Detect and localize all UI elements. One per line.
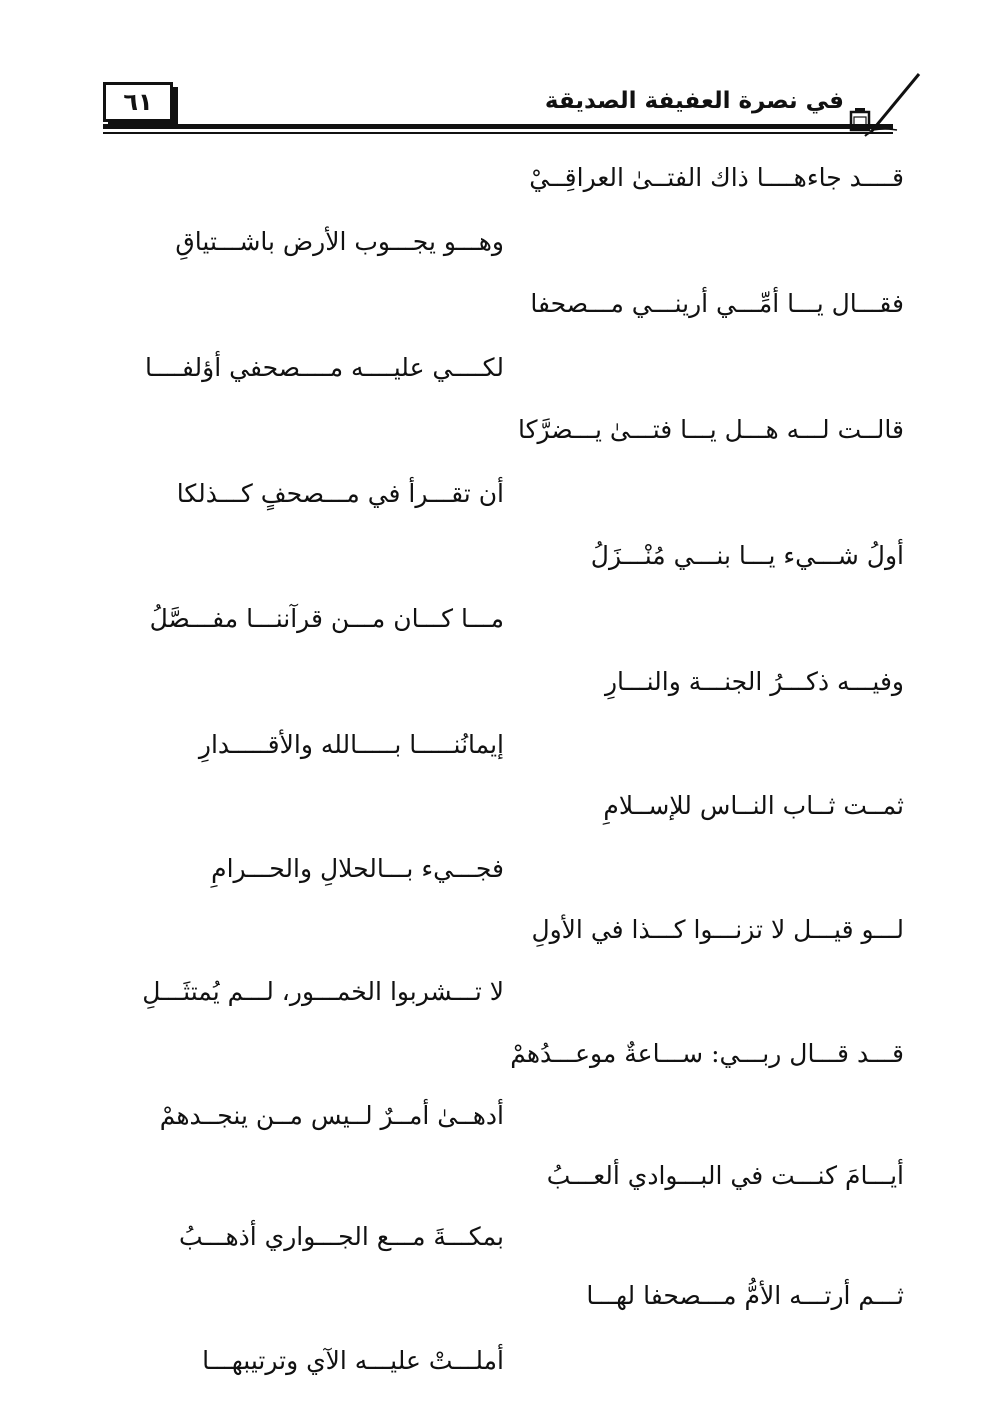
verse-6-second-half: فجـــيء بـــالحلالِ والحـــرامِ (211, 854, 504, 883)
verse-1-second-half: وهـــو يجـــوب الأرض باشـــتياقِ (175, 227, 504, 256)
verse-3-second-half: أن تقـــرأ في مـــصحفٍ كـــذلكا (176, 479, 504, 508)
verse-4-first-half: أولُ شـــيء يـــا بنـــي مُنْـــزَلُ (590, 541, 904, 570)
verse-10-first-half: ثـــم أرتـــه الأمُّ مـــصحفا لهـــا (586, 1281, 904, 1310)
verse-10-second-half: أملـــتْ عليـــه الآي وترتيبهـــا (202, 1346, 504, 1375)
verse-8-second-half: أدهــىٰ أمــرٌ لــيس مــن ينجــدهمْ (159, 1101, 504, 1130)
verse-5-first-half: وفيـــه ذكـــرُ الجنـــة والنـــارِ (604, 667, 904, 696)
verse-9-second-half: بمكـــةَ مـــع الجـــواري أذهـــبُ (178, 1222, 504, 1251)
book-title: في نصرة العفيفة الصديقة (544, 88, 844, 114)
verse-4-second-half: مـــا كـــان مـــن قرآننـــا مفـــصَّلُ (149, 604, 504, 633)
verse-2-first-half: فقـــال يـــا أمِّـــي أرينـــي مـــصحفا (530, 289, 904, 318)
verse-2-second-half: لكــــي عليــــه مــــصحفي أؤلفــــا (144, 353, 504, 382)
verse-1-first-half: قــــد جاءهــــا ذاك الفتــىٰ العراقِــيْ (529, 163, 904, 192)
verse-8-first-half: قـــد قـــال ربـــي: ســـاعةٌ موعـــدُهمْ (510, 1039, 904, 1068)
verse-3-first-half: قالــت لـــه هـــل يـــا فتـــىٰ يـــضرَّكا (518, 415, 904, 444)
page-number: ٦١ (123, 88, 153, 116)
verse-5-second-half: إيمانُنـــــا بـــــالله والأقـــــدارِ (198, 730, 504, 759)
verse-7-second-half: لا تـــشربوا الخمـــور، لـــم يُمتثَـــلِ (142, 977, 504, 1006)
verse-9-first-half: أيـــامَ كنـــت في البـــوادي ألعـــبُ (546, 1161, 904, 1190)
verse-6-first-half: ثمــت ثــاب النــاس للإســلامِ (603, 791, 904, 820)
verse-7-first-half: لـــو قيـــل لا تزنـــوا كـــذا في الأولِ (531, 915, 904, 944)
